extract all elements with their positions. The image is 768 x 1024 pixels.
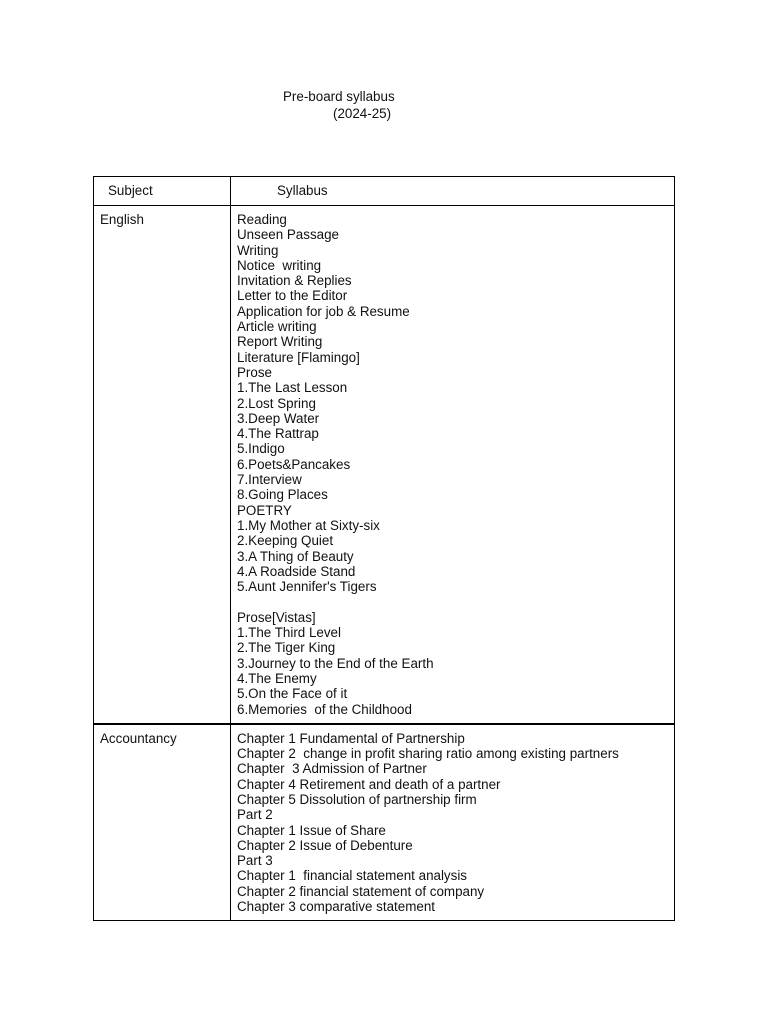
syllabus-item: 4.A Roadside Stand (237, 563, 356, 579)
syllabus-item: Chapter 1 Fundamental of Partnership (237, 730, 465, 746)
syllabus-item: Notice writing (237, 257, 322, 273)
syllabus-item: POETRY (237, 502, 292, 518)
syllabus-item: Unseen Passage (237, 227, 339, 243)
syllabus-item: Prose (237, 364, 272, 380)
blank-line (237, 594, 674, 609)
title-line-2: (2024-25) (333, 106, 392, 121)
syllabus-item: 3.Journey to the End of the Earth (237, 655, 434, 671)
syllabus-cell-accountancy (231, 724, 675, 921)
syllabus-item: 5.Aunt Jennifer's Tigers (237, 579, 377, 595)
subject-cell-accountancy: Accountancy (94, 724, 231, 921)
syllabus-item: 6.Memories of the Childhood (237, 701, 412, 717)
syllabus-item: Reading (237, 212, 287, 227)
table-row-accountancy (94, 724, 675, 921)
syllabus-item: 1.The Last Lesson (237, 380, 348, 396)
syllabus-table (93, 176, 675, 921)
syllabus-item: 2.Lost Spring (237, 395, 316, 411)
subject-cell-english: English (94, 206, 231, 724)
column-header-syllabus: Syllabus (231, 177, 675, 206)
syllabus-item: Chapter 4 Retirement and death of a partner (237, 776, 501, 792)
syllabus-item: Literature [Flamingo] (237, 349, 360, 365)
syllabus-item: Chapter 2 Issue of Debenture (237, 837, 413, 853)
syllabus-item: Chapter 1 financial statement analysis (237, 868, 467, 884)
syllabus-item: 8.Going Places (237, 487, 328, 503)
syllabus-item: 5.On the Face of it (237, 686, 348, 702)
syllabus-item: 2.Keeping Quiet (237, 533, 334, 549)
syllabus-item: 3.Deep Water (237, 410, 320, 426)
syllabus-item: Prose[Vistas] (237, 609, 316, 625)
table-header-row (94, 177, 675, 206)
syllabus-item: 4.The Rattrap (237, 426, 319, 442)
syllabus-item: Writing (237, 242, 279, 258)
syllabus-item: 7.Interview (237, 472, 302, 488)
syllabus-item: Chapter 5 Dissolution of partnership firm (237, 791, 477, 807)
syllabus-item: 4.The Enemy (237, 670, 317, 686)
table-row-english (94, 206, 675, 724)
syllabus-item: 2.The Tiger King (237, 640, 336, 656)
syllabus-item: 1.The Third Level (237, 625, 341, 641)
syllabus-item: Application for job & Resume (237, 303, 410, 319)
column-header-subject: Subject (94, 177, 231, 206)
syllabus-item: Chapter 1 Issue of Share (237, 822, 386, 838)
syllabus-item: Invitation & Replies (237, 273, 352, 289)
syllabus-item: Part 2 (237, 807, 273, 823)
document-title (283, 88, 395, 122)
syllabus-item: 5.Indigo (237, 441, 285, 457)
syllabus-item: Chapter 2 change in profit sharing ratio among existing partners (237, 746, 619, 762)
syllabus-item: 6.Poets&Pancakes (237, 456, 351, 472)
title-line-1: Pre-board syllabus (283, 89, 395, 104)
syllabus-item: Letter to the Editor (237, 288, 348, 304)
syllabus-item: 1.My Mother at Sixty-six (237, 517, 380, 533)
syllabus-cell-english (231, 206, 675, 724)
syllabus-item: Chapter 3 Admission of Partner (237, 761, 427, 777)
syllabus-item: Report Writing (237, 334, 323, 350)
syllabus-item: Chapter 2 financial statement of company (237, 883, 485, 899)
syllabus-item: Article writing (237, 319, 317, 335)
syllabus-item: Part 3 (237, 853, 273, 869)
syllabus-item: Chapter 3 comparative statement (237, 899, 435, 915)
syllabus-item: 3.A Thing of Beauty (237, 548, 354, 564)
